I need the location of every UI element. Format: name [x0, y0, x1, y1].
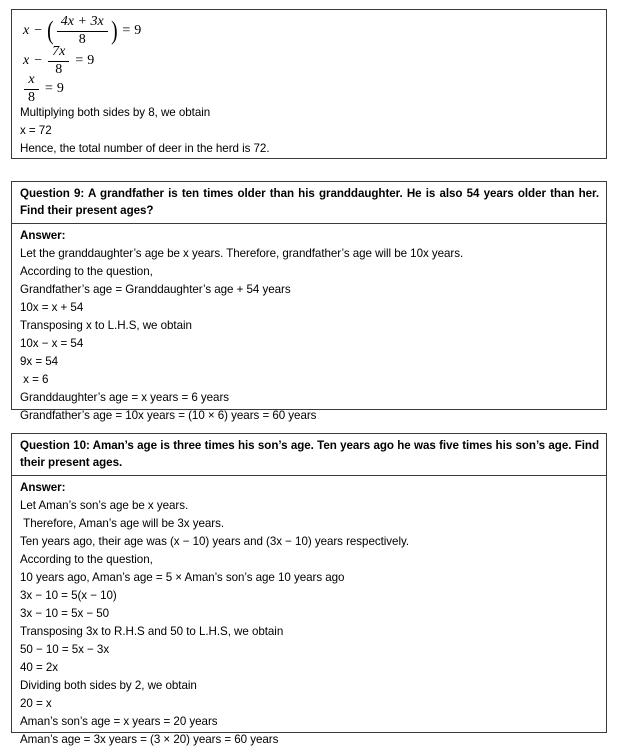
solution-line: Grandfather’s age = Granddaughter’s age + 54 years — [20, 283, 291, 296]
solution-line: Aman’s age = 3x years = (3 × 20) years = 60 years — [20, 733, 279, 746]
equation-1-rhs: 9 — [134, 23, 142, 38]
solution-line: Transposing x to L.H.S, we obtain — [20, 319, 192, 332]
equation-3-rhs: 9 — [56, 81, 64, 96]
solution-line: 10x = x + 54 — [20, 301, 84, 314]
equation-1 — [22, 13, 599, 47]
equation-2-lhs-variable: x — [23, 53, 30, 68]
solution-line: 9x = 54 — [20, 355, 59, 368]
solution-line: Aman’s son’s age = x years = 20 years — [20, 715, 218, 728]
solution-line: 20 = x — [20, 697, 52, 710]
solution-line: x = 72 — [20, 124, 52, 137]
solution-line: Multiplying both sides by 8, we obtain — [20, 106, 211, 119]
question-9-header: Question 9: A grandfather is ten times older than his granddaughter. He is also 54 years older than her. Find their present ages? — [12, 182, 606, 224]
solution-line: 3x − 10 = 5x − 50 — [20, 607, 110, 620]
equation-3-equals: = — [45, 81, 53, 96]
solution-line: Granddaughter’s age = x years = 6 years — [20, 391, 230, 404]
solution-line: Therefore, Aman’s age will be 3x years. — [20, 517, 224, 530]
equation-2-rhs: 9 — [87, 53, 95, 68]
equation-3-denominator: 8 — [28, 89, 35, 105]
solution-line: 3x − 10 = 5(x − 10) — [20, 589, 117, 602]
solution-line: According to the question, — [20, 553, 153, 566]
equation-1-denominator: 8 — [78, 31, 86, 47]
equation-1-open-paren: ( — [47, 16, 54, 45]
equation-1-minus: − — [34, 23, 43, 38]
solution-line: 10 years ago, Aman’s age = 5 × Aman’s son’s age 10 years ago — [20, 571, 345, 584]
answer-label: Answer: — [20, 229, 66, 242]
equation-3-numerator: x — [24, 73, 38, 90]
equation-1-numerator: 4x + 3x — [57, 15, 108, 32]
solution-line: x = 6 — [20, 373, 49, 386]
solution-line: Hence, the total number of deer in the herd is 72. — [20, 142, 270, 155]
solution-line: Transposing 3x to R.H.S and 50 to L.H.S, we obtain — [20, 625, 284, 638]
solution-line: 10x − x = 54 — [20, 337, 84, 350]
question-box-9 — [11, 181, 607, 422]
deer-solution-text — [12, 104, 606, 160]
equation-block — [12, 10, 606, 104]
question-9-answer-body — [12, 224, 606, 429]
solution-line: 50 − 10 = 5x − 3x — [20, 643, 110, 656]
question-10-header: Question 10: Aman’s age is three times his son’s age. Ten years ago he was five times his son’s age. Find their present ages. — [12, 434, 606, 476]
equation-3-fraction — [24, 73, 39, 105]
equation-2-fraction — [48, 45, 69, 77]
solution-line: Ten years ago, their age was (x − 10) years and (3x − 10) years respectively. — [20, 535, 410, 548]
equation-2-equals: = — [75, 53, 84, 68]
solution-line: 40 = 2x — [20, 661, 59, 674]
solution-box-deer — [11, 9, 607, 159]
equation-2 — [22, 43, 599, 77]
equation-2-minus: − — [34, 53, 43, 68]
solution-line: According to the question, — [20, 265, 153, 278]
equation-2-denominator: 8 — [55, 61, 63, 77]
equation-3 — [22, 71, 599, 105]
question-10-answer-body — [12, 476, 606, 753]
equation-1-equals: = — [122, 23, 131, 38]
equation-1-close-paren: ) — [110, 16, 118, 45]
solution-line: Grandfather’s age = 10x years = (10 × 6) years = 60 years — [20, 409, 317, 422]
equation-1-fraction — [57, 15, 108, 47]
answer-label: Answer: — [20, 481, 66, 494]
equation-2-numerator: 7x — [48, 45, 69, 62]
solution-line: Let the granddaughter’s age be x years. Therefore, grandfather’s age will be 10x years. — [20, 247, 464, 260]
solution-line: Let Aman’s son’s age be x years. — [20, 499, 189, 512]
equation-1-lhs-variable: x — [23, 23, 30, 38]
solution-line: Dividing both sides by 2, we obtain — [20, 679, 197, 692]
question-box-10 — [11, 433, 607, 746]
